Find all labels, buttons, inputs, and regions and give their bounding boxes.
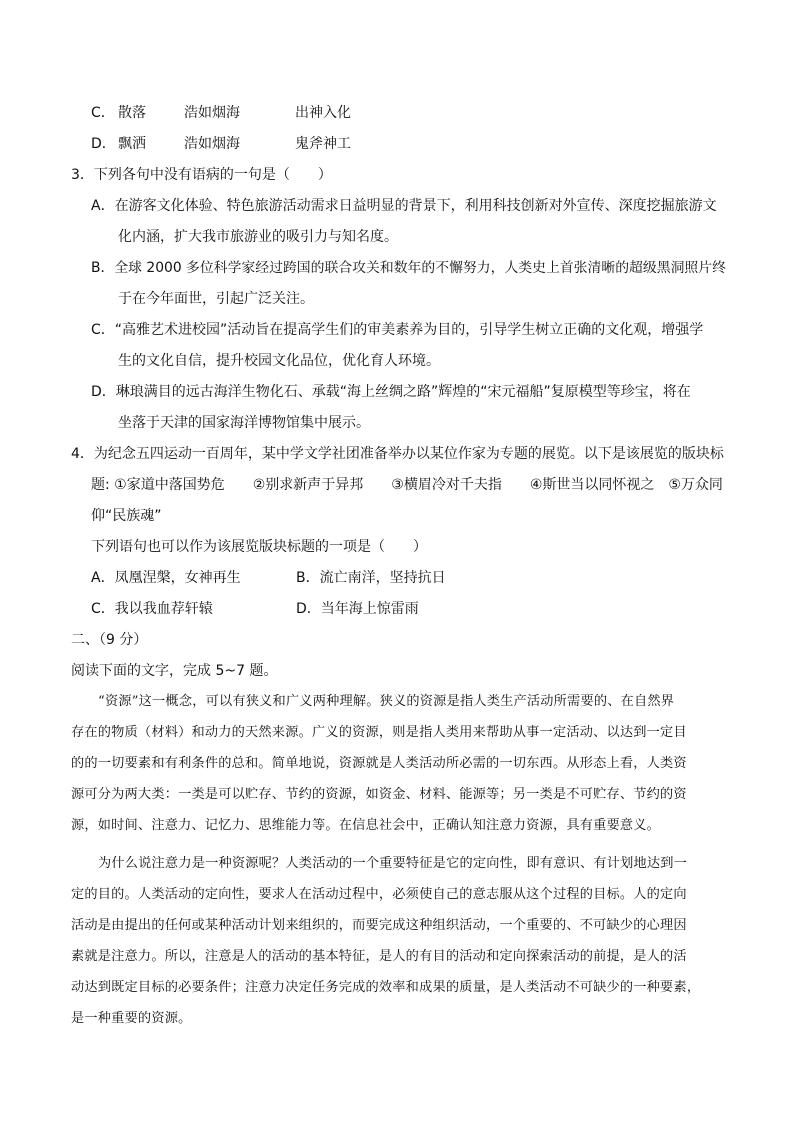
q4-option-b: B．流亡南洋，坚持抗日	[296, 570, 446, 586]
q4-stem-line1: 4．为纪念五四运动一百周年，某中学文学社团准备举办以某位作家为专题的展览。以下是该展览的版块标	[71, 446, 724, 462]
passage-p2-line3: 活动是由提出的任何或某种活动计划来组织的，而要完成这种组织活动，一个重要的、不可缺少的心理因	[71, 918, 687, 933]
q3-option-c-line2: 生的文化自信，提升校园文化品位，优化育人环境。	[118, 353, 440, 369]
passage-p2-line4: 素就是注意力。所以，注意是人的活动的基本特征，是人的有目的活动和定向探索活动的前提，是人的活	[71, 949, 687, 964]
q3-option-d-line2: 坐落于天津的国家海洋博物馆集中展示。	[118, 415, 370, 431]
passage-p2-line1: 为什么说注意力是一种资源呢？人类活动的一个重要特征是它的定向性，即有意识、有计划地达到一	[98, 856, 688, 871]
passage-p2-line5: 动达到既定目标的必要条件；注意力决定任务完成的效率和成果的质量，是人类活动不可缺少的一种要素，	[71, 980, 701, 995]
option-word-2: 浩如烟海	[184, 136, 240, 152]
passage-p2-line6: 是一种重要的资源。	[71, 1011, 192, 1026]
passage-p1-line1: “资源”这一概念，可以有狭义和广义两种理解。狭义的资源是指人类生产活动所需要的、在自然界	[98, 694, 675, 709]
q3-option-b-line2: 于在今年面世，引起广泛关注。	[118, 291, 314, 307]
q4-question: 下列语句也可以作为该展览版块标题的一项是（ ）	[91, 539, 427, 555]
q4-option-d: D．当年海上惊雷雨	[296, 601, 419, 617]
q3-option-d-line1: D．琳琅满目的远古海洋生物化石、承载“海上丝绸之路”辉煌的“宋元福船”复原模型等珍宝，将在	[91, 384, 691, 400]
passage-p2-line2: 定的目的。人类活动的定向性，要求人在活动过程中，必须使自己的意志服从这个过程的目标。人的定向	[71, 887, 687, 902]
option-word-2: 浩如烟海	[184, 105, 240, 121]
q3-option-a-line2: 化内涵，扩大我市旅游业的吸引力与知名度。	[118, 229, 398, 245]
option-word-3: 鬼斧神工	[295, 136, 351, 152]
option-word-1: 飘洒	[118, 136, 146, 152]
q4-option-a: A．凤凰涅槃，女神再生	[91, 570, 241, 586]
q3-option-b-line1: B．全球 2000 多位科学家经过跨国的联合攻关和数年的不懈努力，人类史上首张清晰的超级黑洞照片终	[91, 260, 726, 276]
section-heading: 二、（9 分）	[71, 632, 148, 648]
passage-p1-line4: 源可分为两大类：一类是可以贮存、节约的资源，如资金、材料、能源等；另一类是不可贮存、节约的资	[71, 787, 687, 802]
option-word-3: 出神入化	[295, 105, 351, 121]
passage-p1-line3: 的的一切要素和有利条件的总和。简单地说，资源就是人类活动所必需的一切东西。从形态上看，人类资	[71, 756, 687, 771]
q4-stem-line2: 题: ①家道中落国势危 ②别求新声于异邦 ③横眉冷对千夫指 ④斯世当以同怀视之 ⑤万众同	[91, 477, 723, 493]
q3-option-a-line1: A．在游客文化体验、特色旅游活动需求日益明显的背景下，利用科技创新对外宣传、深度挖掘旅游文	[91, 198, 717, 214]
q3-stem: 3．下列各句中没有语病的一句是（ ）	[71, 167, 332, 183]
reading-instruction: 阅读下面的文字，完成 5~7 题。	[71, 663, 278, 679]
q4-option-c: C．我以我血荐轩辕	[91, 601, 213, 617]
q3-option-c-line1: C．“高雅艺术进校园”活动旨在提高学生们的审美素养为目的，引导学生树立正确的文化观，增强学	[91, 322, 704, 338]
option-word-1: 散落	[118, 105, 146, 121]
passage-p1-line5: 源，如时间、注意力、记忆力、思维能力等。在信息社会中，正确认知注意力资源，具有重要意义。	[71, 818, 661, 833]
option-label: D．	[91, 136, 116, 152]
q4-stem-line3: 仰“民族魂”	[91, 508, 162, 524]
option-label: C．	[91, 105, 115, 121]
passage-p1-line2: 存在的物质（材料）和动力的天然来源。广义的资源，则是指人类用来帮助从事一定活动、以达到一定目	[71, 725, 687, 740]
